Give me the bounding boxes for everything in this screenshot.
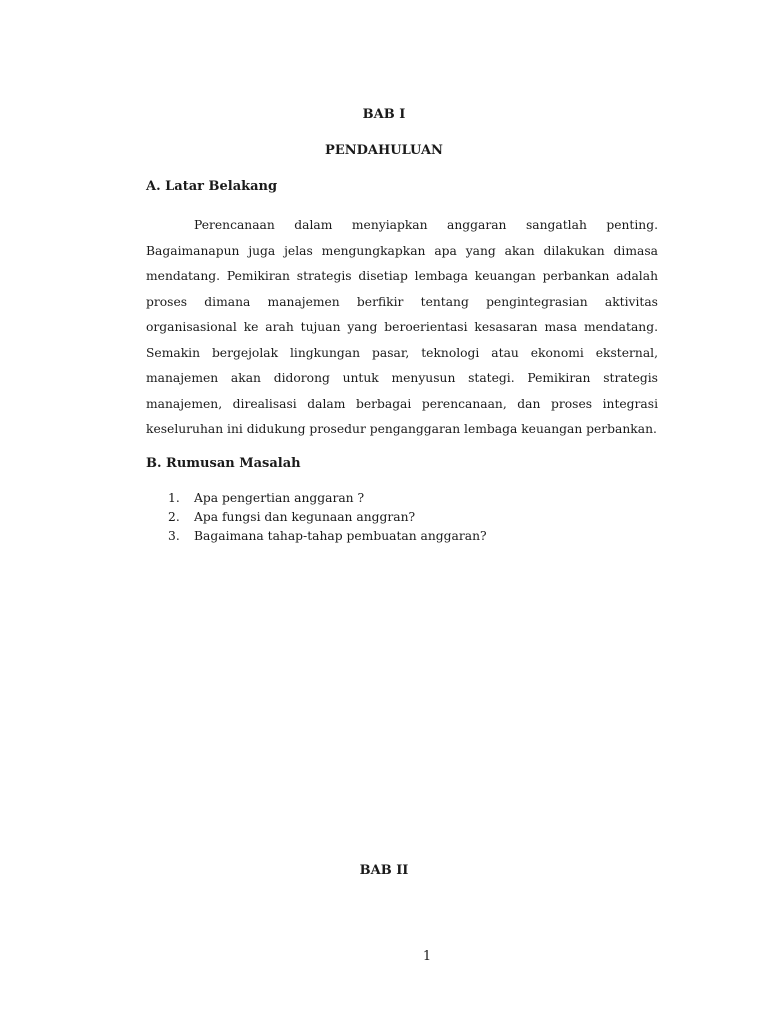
chapter-2-title: BAB II [359, 863, 409, 878]
chapter-1-title: BAB I [362, 107, 406, 122]
list-item-number: 2. [168, 510, 180, 524]
list-item-number: 1. [168, 491, 180, 505]
chapter-1-subtitle: PENDAHULUAN [325, 143, 443, 158]
list-item-text: Bagaimana tahap-tahap pembuatan anggaran? [194, 529, 487, 543]
section-a-heading: A. Latar Belakang [146, 179, 278, 194]
problem-list [168, 489, 487, 546]
list-item-number: 3. [168, 529, 180, 543]
list-item [168, 527, 487, 546]
list-item [168, 489, 487, 508]
list-item-text: Apa pengertian anggaran ? [194, 491, 365, 505]
page-number: 1 [422, 949, 432, 964]
list-item [168, 508, 487, 527]
section-b-heading: B. Rumusan Masalah [146, 456, 301, 471]
section-a-paragraph: Perencanaan dalam menyiapkan anggaran sangatlah penting. Bagaimanapun juga jelas mengungkapkan apa yang akan dilakukan dimasa mendatang. Pemikiran strategis disetiap lembaga keuangan perbankan adalah proses dimana manajemen berfikir tentang pengintegrasian aktivitas organisasional ke arah tujuan yang beroerientasi kesasaran masa mendatang. Semakin bergejolak lingkungan pasar, teknologi atau ekonomi eksternal, manajemen akan didorong untuk menyusun stategi. Pemikiran strategis manajemen, direalisasi dalam berbagai perencanaan, dan proses integrasi keseluruhan ini didukung prosedur penganggaran lembaga keuangan perbankan. [146, 218, 658, 436]
list-item-text: Apa fungsi dan kegunaan anggran? [194, 510, 416, 524]
